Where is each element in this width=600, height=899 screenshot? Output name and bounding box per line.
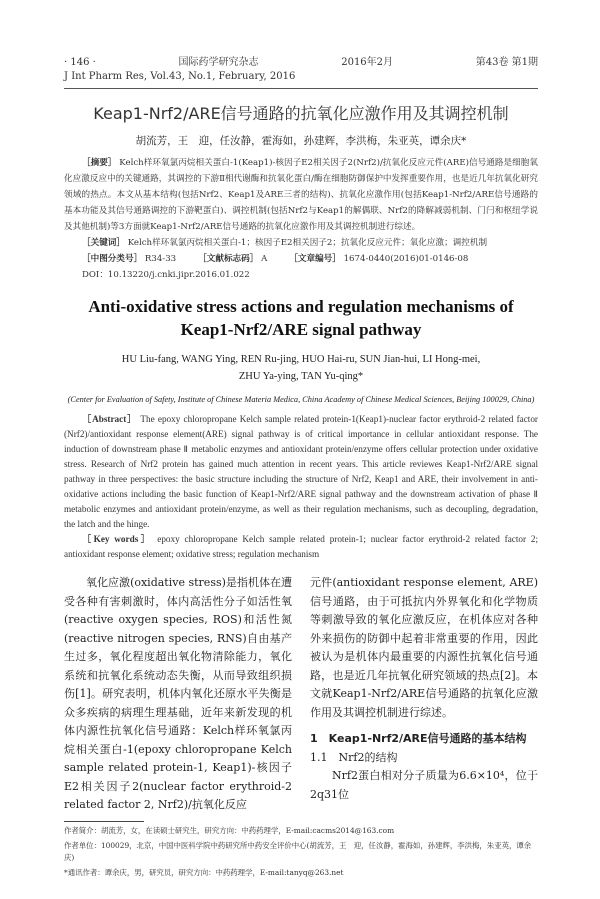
issue-date: 2016年2月 <box>341 57 394 68</box>
abstract-cn-text: Kelch样环氧氯丙烷相关蛋白-1(Keap1)-核因子E2相关因子2(Nrf2)/抗氧化反应元件(ARE)信号通路是细胞氧化应激反应中的关键通路，其调控的下游Ⅱ相代谢酶和抗氧化蛋白/酶在细胞防御保护中发挥重要作用，也是近几年抗氧化研究领域的热点。本文从基本结构(包括Nrf2、Keap1及ARE三者的结构)、抗氧化应激作用(包括Keap1-Nrf2/ARE信号通路的基本功能及其信号通路调控的下游靶蛋白)、调控机制(包括Nrf2与Keap1的解偶联、Nrf2的降解减弱机制、门闩和枢纽学说及其他机制)等3方面就Keap1-Nrf2/ARE信号通路的抗氧化应激作用及其调控机制进行综述。 <box>64 158 538 232</box>
authors-en-line1: HU Liu-fang, WANG Ying, REN Ru-jing, HUO Hai-ru, SUN Jian-hui, LI Hong-mei, <box>121 354 481 365</box>
clc-value: R34-33 <box>144 254 177 264</box>
footnote-author-bio: 作者简介：胡流芳，女，在读硕士研究生，研究方向：中药药理学，E-mail:cacms2014@163.com <box>64 825 395 835</box>
abstract-en-label: ［Abstract］ <box>82 414 138 424</box>
body-columns <box>64 574 538 815</box>
article-no-value: 1674-0440(2016)01-0146-08 <box>343 254 469 264</box>
clc-label: ［中图分类号］ <box>82 254 143 264</box>
running-header <box>64 56 538 84</box>
abstract-en <box>64 412 538 532</box>
authors-en-line2: ZHU Ya-ying, TAN Yu-qing* <box>238 371 364 382</box>
journal-name-cn: 国际药学研究杂志 <box>178 57 259 68</box>
page-number: · 146 · <box>64 57 96 68</box>
abstract-cn <box>64 155 538 235</box>
keywords-en-label: ［Key words］ <box>82 534 153 544</box>
authors-en <box>64 351 538 385</box>
keywords-cn-label: ［关键词］ <box>82 238 125 248</box>
doc-code-value: A <box>261 254 268 264</box>
title-cn: Keap1-Nrf2/ARE信号通路的抗氧化应激作用及其调控机制 <box>93 104 509 123</box>
body-right-text: 元件(antioxidant response element, ARE)信号通路，由于可抵抗内外界氧化和化学物质等刺激导致的氧化应激反应，在机体应对各种外来损伤的防御中起着非常重要的作用，因此被认为是机体内最重要的内源性抗氧化信号通路，也是近几年抗氧化研究领域的热点[2]。本文就Keap1-Nrf2/ARE信号通路的抗氧化应激作用及其调控机制进行综述。 <box>310 576 538 719</box>
footnote-divider <box>64 821 144 822</box>
keywords-en <box>64 532 538 562</box>
title-en <box>64 295 538 341</box>
footnote-corresponding: *通讯作者：谭余庆，男，研究员，研究方向：中药药理学，E-mail:tanyq@263.net <box>64 867 344 877</box>
header-divider <box>64 88 538 89</box>
body-right-column <box>310 574 538 815</box>
classification-row <box>64 251 538 267</box>
authors-cn: 胡流芳，王 迎，任汝静，霍海如，孙建辉，李洪梅，朱亚英，谭余庆* <box>135 135 467 147</box>
affiliation: (Center for Evaluation of Safety, Institute of Chinese Materia Medica, China Academy of Chinese Medical Sciences, Beijing 100029, China) <box>67 395 535 404</box>
section-heading-1-1: 1.1 Nrf2的结构 <box>310 750 398 764</box>
keywords-cn-text: Kelch样环氧氯丙烷相关蛋白-1；核因子E2相关因子2；抗氧化反应元件；氧化应激；调控机制 <box>127 238 488 248</box>
keywords-en-text: epoxy chloropropane Kelch sample related protein-1; nuclear factor erythroid-2 related factor 2; antioxidant response element; oxidative stress; regulation mechanism <box>64 534 539 559</box>
article-no-label: ［文章编号］ <box>289 254 341 264</box>
abstract-en-text: The epoxy chloropropane Kelch sample related protein-1(Keap1)-nuclear factor erythroid-2 related factor (Nrf2)/antioxidant response element(ARE) signal pathway is of critical importance in cellular antioxidant response. The induction of downstream phase Ⅱ metabolic enzymes and antioxidant protein/enzyme offers cellular protection under oxidative stress. Research of Nrf2 protein has gained much attention in recent years. This article reviewes Keap1-Nrf2/ARE signal pathway in three perspectives: the basic structure including the structure of Nrf2, Keap1 and ARE, their involvement in anti-oxidative actions including the basic function of Keap1-Nrf2/ARE signal pathway and the downstream activation of phase Ⅱ metabolic enzymes and antioxidant protein/enzyme, as well as their regulation mechanisms, such as decoupling, degradation, the latch and the hinge. <box>64 414 538 529</box>
footnote-affiliation: 作者单位：100029，北京，中国中医科学院中药研究所中药安全评价中心(胡流芳，王 迎，任汝静，霍海如，孙建辉，李洪梅，朱亚英，谭余庆) <box>64 840 532 862</box>
doc-code-label: ［文献标志码］ <box>198 254 259 264</box>
body-right-text-2: Nrf2蛋白相对分子质量为6.6×10⁴，位于2q31位 <box>310 769 538 801</box>
body-left-column: 氧化应激(oxidative stress)是指机体在遭受各种有害刺激时，体内高活性分子如活性氧(reactive oxygen species, ROS)和活性氮(reactive nitrogen species, RNS)自由基产生过多，氧化程度超出氧化物清除能力，氧化系统和抗氧化系统动态失衡，从而导致组织损伤[1]。研究表明，机体内氧化还原水平失衡是众多疾病的病理生理基础，近年来新发现的机体内源性抗氧化信号通路：Kelch样环氧氯丙烷相关蛋白-1(epoxy chloropropane Kelch sample related protein-1, Keap1)-核因子E2相关因子2(nuclear factor erythroid-2 related factor 2, Nrf2)/抗氧化反应 <box>64 576 292 811</box>
journal-name-en: J Int Pharm Res, Vol.43, No.1, February, 2016 <box>64 71 296 82</box>
title-en-line2: Keap1-Nrf2/ARE signal pathway <box>180 320 422 339</box>
volume-cn: 第43卷 第1期 <box>475 57 538 68</box>
doi[interactable]: DOI：10.13220/j.cnki.jipr.2016.01.022 <box>82 270 250 280</box>
section-heading-1: 1 Keap1-Nrf2/ARE信号通路的基本结构 <box>310 732 527 745</box>
abstract-cn-label: ［摘要］ <box>82 158 117 168</box>
keywords-cn <box>64 235 538 251</box>
title-en-line1: Anti-oxidative stress actions and regulation mechanisms of <box>88 297 514 316</box>
